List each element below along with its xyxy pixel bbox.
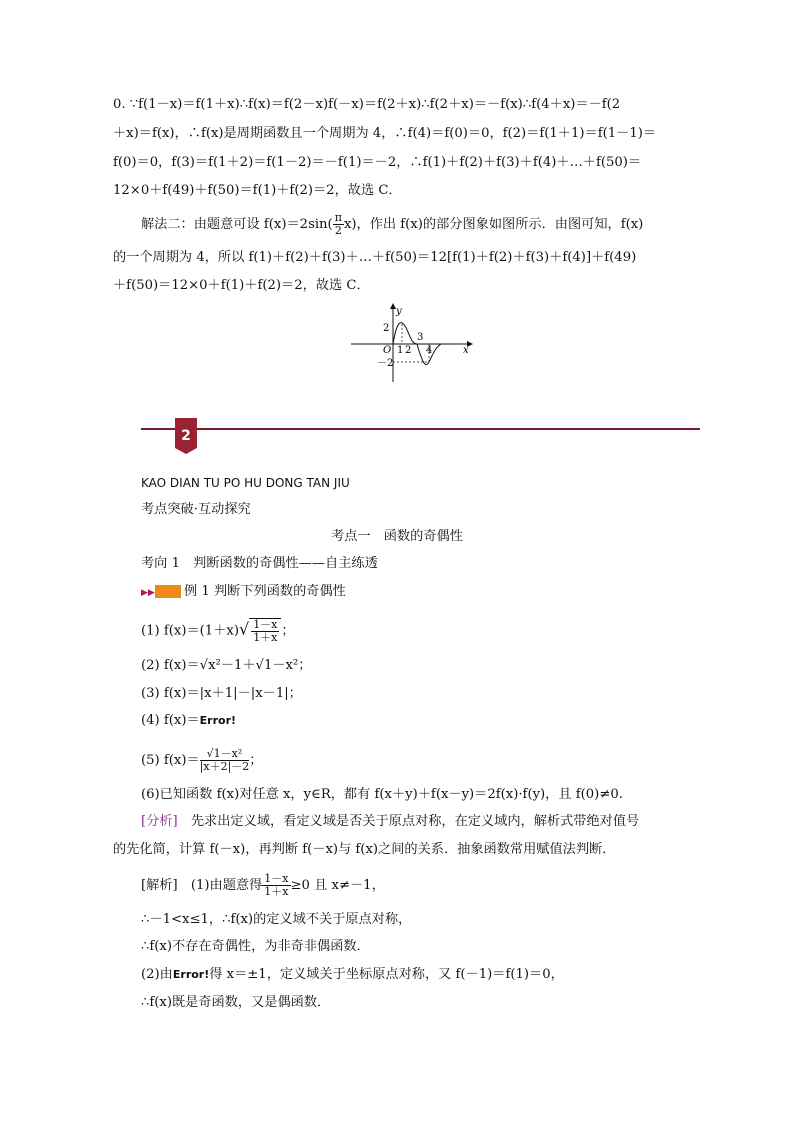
section-divider [141, 428, 700, 430]
solution-text-c: (2)由 [141, 967, 173, 982]
fraction-denominator: 2 [334, 224, 342, 237]
problem-1-text: (1) f(x)＝(1＋x) [141, 623, 239, 639]
analysis-line2: 的先化简，计算 f(－x)，再判断 f(－x)与 f(x)之间的关系．抽象函数常用赋值法判断． [113, 842, 616, 857]
problem-5-text: (5) f(x)＝ [141, 753, 200, 768]
y-axis-label: y [396, 306, 402, 317]
fraction-numerator: 1－x [264, 872, 289, 885]
problem-5-end: ； [249, 753, 263, 768]
fraction-numerator: 1－x [253, 618, 278, 631]
solution1-line1: 0. ∵f(1－x)＝f(1＋x)∴f(x)＝f(2－x)f(－x)＝f(2＋x)∴f(2＋x)＝－f(x)∴f(4＋x)＝－f(2 [113, 97, 621, 112]
problem-5 [141, 748, 262, 773]
fraction-denominator: |x＋2|－2 [199, 760, 250, 773]
solution-text-d: 得 x＝±1，定义域关于坐标原点对称，又 f(－1)＝f(1)＝0， [209, 967, 564, 982]
solution-line1 [141, 873, 385, 898]
solution-fraction [262, 873, 290, 898]
x-tick-1: 1 [397, 345, 404, 356]
solution-line2: ∴－1<x≤1，∴f(x)的定义域不关于原点对称， [141, 912, 412, 927]
fraction-denominator: 1＋x [264, 885, 289, 898]
analysis-text: 先求出定义域，看定义域是否关于原点对称，在定义域内，解析式带绝对值号 [177, 814, 640, 829]
solution-tag: [解析] [141, 878, 178, 893]
fraction-denominator: 1＋x [253, 631, 278, 644]
fraction-numerator: √1－x² [200, 748, 250, 761]
fraction-numerator: π [334, 211, 342, 224]
problem-4-error: Error! [199, 714, 237, 727]
problem-1-end: ； [281, 623, 295, 639]
problem-6: (6)已知函数 f(x)对任意 x，y∈R，都有 f(x＋y)＋f(x－y)＝2f(x)·f(y)，且 f(0)≠0. [141, 787, 623, 802]
problem-1-fraction [249, 618, 281, 644]
kaodian-title: 考点一 函数的奇偶性 [331, 529, 463, 544]
example-marker-icon: ▶▶ [141, 588, 155, 598]
solution2-text-b: x)，作出 f(x)的部分图象如图所示．由图可知，f(x) [343, 217, 644, 232]
problem-4 [141, 711, 236, 731]
solution-line4 [141, 965, 564, 985]
section-title: 考点突破·互动探究 [141, 502, 251, 517]
solution-text-a: (1)由题意得 [177, 878, 263, 893]
x-tick-2: 2 [405, 345, 412, 356]
section-number-badge [175, 418, 197, 454]
solution1-line4: 12×0＋f(49)＋f(50)＝f(1)＋f(2)＝2，故选 C． [113, 183, 402, 198]
section-pinyin: KAO DIAN TU PO HU DONG TAN JIU [141, 476, 350, 490]
sine-graph [345, 300, 475, 385]
example-title: 例 1 判断下列函数的奇偶性 [184, 584, 346, 599]
solution2-line2: 的一个周期为 4，所以 f(1)＋f(2)＋f(3)＋…＋f(50)＝12[f(1)＋f(2)＋f(3)＋f(4)]＋f(49) [113, 250, 637, 265]
solution2-line3: ＋f(50)＝12×0＋f(1)＋f(2)＝2，故选 C． [113, 278, 370, 293]
solution-error: Error! [172, 968, 210, 981]
y-tick-neg2: －2 [377, 358, 394, 369]
problem-1: (1) f(x)＝(1＋x)√ $\frac{1-x}{1+x}$ ； [141, 618, 295, 644]
solution1-line3: f(0)＝0，f(3)＝f(1＋2)＝f(1－2)＝－f(1)＝－2，∴f(1)＋f(2)＋f(3)＋f(4)＋…＋f(50)＝ [113, 155, 642, 170]
solution-text-b: ≥0 且 x≠－1， [290, 878, 385, 893]
example-highlight [155, 585, 181, 598]
y-tick-2: 2 [383, 323, 390, 334]
pi-over-two-fraction [333, 212, 344, 237]
solution-line5: ∴f(x)既是奇函数，又是偶函数． [141, 995, 331, 1010]
x-axis-label: x [463, 345, 469, 356]
x-tick-4: 4 [426, 345, 433, 356]
problem-4-text: (4) f(x)＝ [141, 713, 200, 728]
solution2-line1 [141, 212, 643, 237]
problem-3: (3) f(x)＝|x＋1|－|x－1|； [141, 686, 302, 701]
x-tick-3: 3 [417, 332, 424, 343]
solution1-line2: ＋x)＝f(x)，∴f(x)是周期函数且一个周期为 4，∴f(4)＝f(0)＝0，f(2)＝f(1＋1)＝f(1－1)＝ [113, 126, 657, 141]
analysis-tag: [分析] [141, 814, 178, 829]
solution2-text-a: 解法二：由题意可设 f(x)＝2sin( [141, 217, 333, 232]
problem-2: (2) f(x)＝√x²－1＋√1－x²； [141, 658, 312, 673]
problem-5-fraction [200, 748, 250, 773]
section-number: 2 [181, 428, 191, 444]
analysis-line1 [141, 812, 639, 832]
solution-line3: ∴f(x)不存在奇偶性，为非奇非偶函数． [141, 939, 370, 954]
kaoxiang-title: 考向 1 判断函数的奇偶性——自主练透 [141, 556, 378, 571]
origin-label: O [383, 345, 392, 356]
